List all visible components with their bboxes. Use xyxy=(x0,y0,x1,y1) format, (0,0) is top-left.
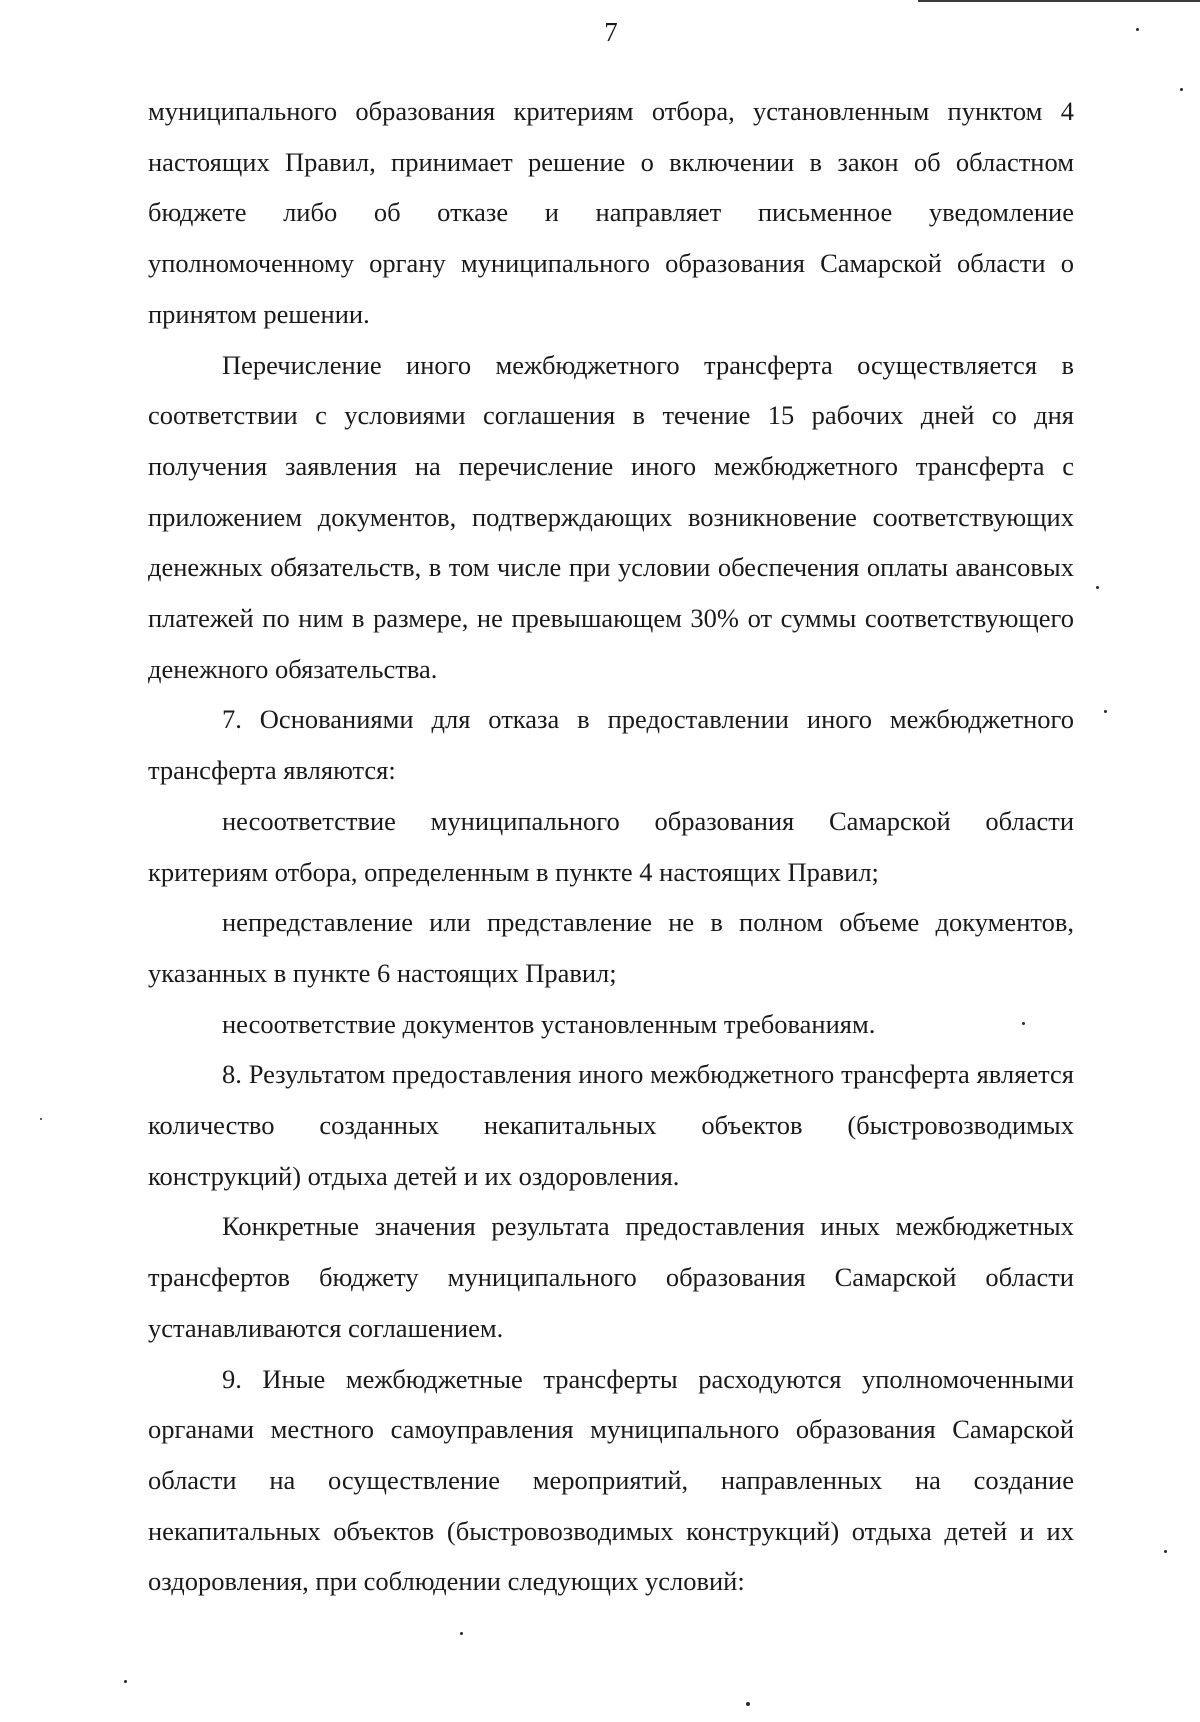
scan-speck xyxy=(460,1632,463,1635)
scan-speck xyxy=(1180,88,1183,91)
paragraph-item-7-refusal-grounds: 7. Основаниями для отказа в предоставлении иного межбюджетного трансферта являются: xyxy=(148,704,1074,786)
paragraph-item-8-result: 8. Результатом предоставления иного межбюджетного трансферта является количество созданных некапитальных объектов (быстровозводимых конструкций) отдыха детей и их оздоровления. xyxy=(148,1059,1074,1191)
document-body xyxy=(148,86,1074,1607)
paragraph-continuation: муниципального образования критериям отбора, установленным пунктом 4 настоящих Правил, принимает решение о включении в закон об областном бюджете либо об отказе и направляет письменное уведомление уполномоченному органу муниципального образования Самарской области о принятом решении. xyxy=(148,96,1074,329)
scan-speck xyxy=(746,1702,750,1706)
paragraph-item-9-spending-conditions: 9. Иные межбюджетные трансферты расходуются уполномоченными органами местного самоуправления муниципального образования Самарской области на осуществление мероприятий, направленных на создание некапитальных объектов (быстровозводимых конструкций) отдыха детей и их оздоровления, при соблюдении следующих условий: xyxy=(148,1363,1074,1597)
paragraph-transfer-payment: Перечисление иного межбюджетного трансферта осуществляется в соответствии с условиями соглашения в течение 15 рабочих дней со дня получения заявления на перечисление иного межбюджетного трансферта с приложением документов, подтверждающих возникновение соответствующих денежных обязательств, в том числе при условии обеспечения оплаты авансовых платежей по ним в размере, не превышающем 30% от суммы соответствующего денежного обязательства. xyxy=(148,349,1074,684)
top-edge-rule xyxy=(918,0,1200,2)
paragraph-refusal-requirements: несоответствие документов установленным требованиям. xyxy=(222,1008,876,1039)
scan-speck xyxy=(40,1118,42,1120)
scan-speck xyxy=(1096,586,1099,589)
scan-speck xyxy=(1104,710,1107,713)
page-number: 7 xyxy=(604,17,618,47)
paragraph-refusal-missing-documents: непредставление или представление не в полном объеме документов, указанных в пункте 6 настоящих Правил; xyxy=(148,907,1074,988)
scan-speck xyxy=(1022,1022,1025,1025)
scan-speck xyxy=(1136,28,1139,31)
paragraph-refusal-criteria-mismatch: несоответствие муниципального образования Самарской области критериям отбора, определенным в пункте 4 настоящих Правил; xyxy=(148,805,1074,887)
paragraph-result-values: Конкретные значения результата предоставления иных межбюджетных трансфертов бюджету муниципального образования Самарской области устанавливаются соглашением. xyxy=(148,1211,1074,1343)
scan-speck xyxy=(124,1680,127,1683)
scan-speck xyxy=(1164,1550,1167,1553)
